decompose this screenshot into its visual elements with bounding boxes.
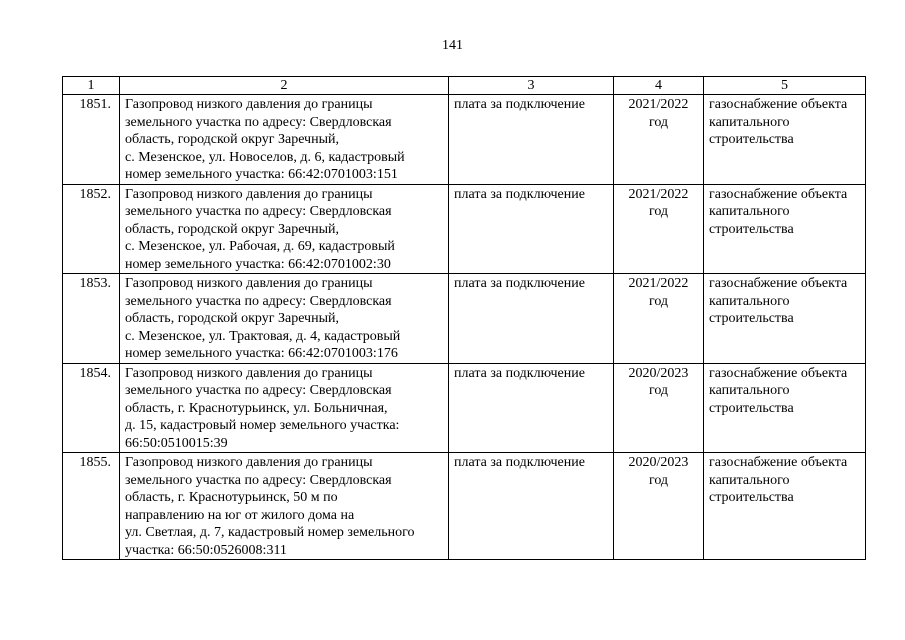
payment-type-cell: плата за подключение: [449, 95, 614, 185]
description-line: с. Мезенское, ул. Трактовая, д. 4, кадастровый: [125, 328, 401, 344]
period-line: год: [648, 204, 669, 219]
description-line: Газопровод низкого давления до границы: [125, 276, 373, 291]
purpose-line: газоснабжение объекта: [709, 365, 848, 381]
table-row: [63, 363, 866, 453]
purpose-line: строительства: [709, 490, 794, 505]
description-line: земельного участка по адресу: Свердловская: [125, 293, 392, 309]
period-line: 2021/2022: [628, 186, 689, 202]
purpose-line: газоснабжение объекта: [709, 97, 848, 112]
purpose-cell: [704, 453, 866, 560]
purpose-line: газоснабжение объекта: [709, 186, 848, 202]
table-row: [63, 274, 866, 364]
purpose-line: строительства: [709, 132, 794, 147]
description-line: земельного участка по адресу: Свердловская: [125, 472, 392, 488]
description-line: направлению на юг от жилого дома на: [125, 507, 355, 523]
description-cell: [120, 363, 449, 453]
purpose-line: капитального: [709, 204, 790, 219]
period-cell: [614, 274, 704, 364]
payment-type-cell: плата за подключение: [449, 274, 614, 364]
description-line: ул. Светлая, д. 7, кадастровый номер земельного: [125, 525, 415, 540]
description-line: 66:50:0510015:39: [125, 435, 228, 451]
period-line: год: [648, 472, 669, 488]
period-line: 2020/2023: [628, 455, 689, 470]
period-cell: [614, 453, 704, 560]
period-cell: [614, 95, 704, 185]
table-body: [63, 95, 866, 560]
table-header: [63, 77, 866, 95]
period-line: год: [648, 383, 669, 398]
purpose-line: газоснабжение объекта: [709, 276, 848, 291]
header-row: [63, 77, 866, 95]
period-cell: [614, 363, 704, 453]
description-line: Газопровод низкого давления до границы: [125, 455, 373, 470]
column-header: 5: [704, 77, 866, 95]
description-line: номер земельного участка: 66:42:0701003:151: [125, 167, 398, 182]
purpose-line: капитального: [709, 293, 790, 309]
row-number-cell: 1855.: [63, 453, 120, 560]
description-line: с. Мезенское, ул. Рабочая, д. 69, кадастровый: [125, 239, 395, 254]
data-table: [62, 76, 866, 560]
row-number-cell: 1851.: [63, 95, 120, 185]
period-line: 2021/2022: [628, 276, 689, 291]
purpose-cell: [704, 274, 866, 364]
column-header: 1: [63, 77, 120, 95]
page-number: 141: [442, 38, 463, 53]
description-cell: [120, 274, 449, 364]
description-line: д. 15, кадастровый номер земельного участка:: [125, 418, 400, 433]
description-line: Газопровод низкого давления до границы: [125, 97, 373, 112]
description-line: номер земельного участка: 66:42:0701003:176: [125, 346, 398, 361]
description-cell: [120, 184, 449, 274]
purpose-line: капитального: [709, 114, 790, 130]
purpose-line: строительства: [709, 400, 794, 416]
description-line: область, г. Краснотурьинск, ул. Больничная,: [125, 400, 388, 416]
description-cell: [120, 95, 449, 185]
purpose-cell: [704, 95, 866, 185]
description-line: земельного участка по адресу: Свердловская: [125, 204, 392, 219]
purpose-line: строительства: [709, 311, 794, 326]
table-row: [63, 453, 866, 560]
description-line: участка: 66:50:0526008:311: [125, 542, 287, 558]
purpose-cell: [704, 184, 866, 274]
purpose-line: капитального: [709, 472, 790, 488]
description-line: номер земельного участка: 66:42:0701002:30: [125, 256, 391, 272]
period-line: год: [648, 293, 669, 309]
row-number-cell: 1854.: [63, 363, 120, 453]
period-cell: [614, 184, 704, 274]
column-header: 4: [614, 77, 704, 95]
description-line: земельного участка по адресу: Свердловская: [125, 114, 392, 130]
description-line: область, городской округ Заречный,: [125, 221, 339, 237]
purpose-line: капитального: [709, 383, 790, 398]
row-number-cell: 1853.: [63, 274, 120, 364]
description-line: Газопровод низкого давления до границы: [125, 365, 373, 381]
table-row: [63, 95, 866, 185]
payment-type-cell: плата за подключение: [449, 363, 614, 453]
column-header: 3: [449, 77, 614, 95]
description-line: Газопровод низкого давления до границы: [125, 186, 373, 202]
description-line: область, городской округ Заречный,: [125, 311, 339, 326]
purpose-cell: [704, 363, 866, 453]
purpose-line: строительства: [709, 221, 794, 237]
period-line: 2020/2023: [628, 365, 689, 381]
description-cell: [120, 453, 449, 560]
description-line: область, г. Краснотурьинск, 50 м по: [125, 490, 338, 505]
period-line: 2021/2022: [628, 97, 689, 112]
description-line: с. Мезенское, ул. Новоселов, д. 6, кадастровый: [125, 149, 405, 165]
description-line: область, городской округ Заречный,: [125, 132, 339, 147]
description-line: земельного участка по адресу: Свердловская: [125, 383, 392, 398]
payment-type-cell: плата за подключение: [449, 184, 614, 274]
table-row: [63, 184, 866, 274]
purpose-line: газоснабжение объекта: [709, 455, 848, 470]
period-line: год: [648, 114, 669, 130]
row-number-cell: 1852.: [63, 184, 120, 274]
payment-type-cell: плата за подключение: [449, 453, 614, 560]
column-header: 2: [120, 77, 449, 95]
